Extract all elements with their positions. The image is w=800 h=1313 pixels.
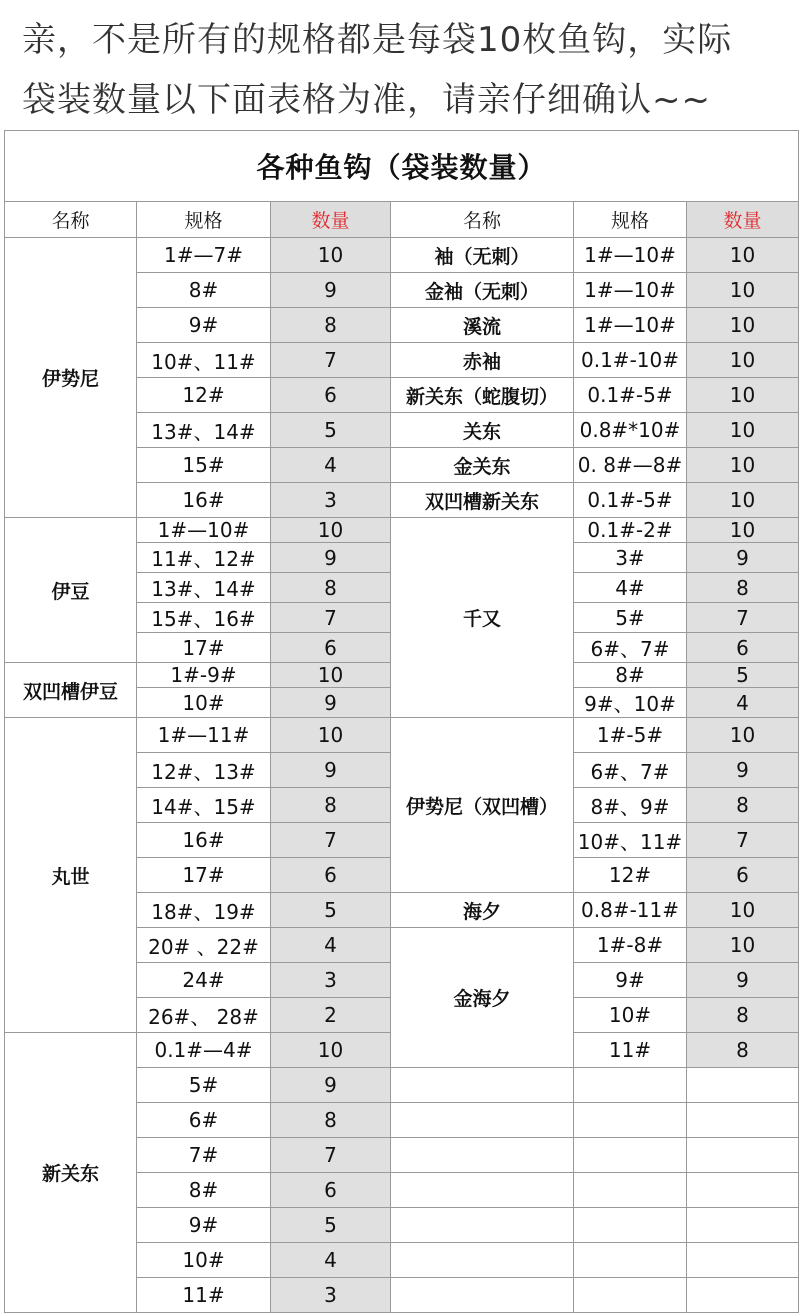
right-group-name: 双凹槽新关东 (391, 483, 574, 518)
notice-line-1: 亲，不是所有的规格都是每袋10枚鱼钩，实际 (22, 20, 733, 60)
left-spec-cell: 12# (137, 378, 271, 413)
right-group-name: 关东 (391, 413, 574, 448)
empty-count-cell (687, 1278, 799, 1313)
left-count-cell: 4 (271, 448, 391, 483)
empty-count-cell (687, 1138, 799, 1173)
right-spec-cell: 1#-5# (574, 718, 687, 753)
left-spec-cell: 11# (137, 1278, 271, 1313)
right-count-cell: 7 (687, 603, 799, 633)
right-spec-cell: 4# (574, 573, 687, 603)
left-spec-cell: 10# (137, 1243, 271, 1278)
left-spec-cell: 14#、15# (137, 788, 271, 823)
left-count-cell: 6 (271, 378, 391, 413)
left-spec-cell: 5# (137, 1068, 271, 1103)
left-group-name: 伊势尼 (5, 238, 137, 518)
left-spec-cell: 8# (137, 1173, 271, 1208)
left-spec-cell: 16# (137, 823, 271, 858)
right-spec-cell: 0. 8#—8# (574, 448, 687, 483)
right-spec-cell: 12# (574, 858, 687, 893)
table-row (5, 518, 799, 543)
left-spec-cell: 12#、13# (137, 753, 271, 788)
left-count-cell: 6 (271, 1173, 391, 1208)
left-count-cell: 3 (271, 1278, 391, 1313)
left-count-cell: 9 (271, 273, 391, 308)
left-count-cell: 5 (271, 1208, 391, 1243)
left-count-cell: 10 (271, 718, 391, 753)
right-count-cell: 10 (687, 518, 799, 543)
left-spec-cell: 9# (137, 1208, 271, 1243)
left-count-cell: 8 (271, 308, 391, 343)
empty-name-cell (391, 1173, 574, 1208)
header-count-left: 数量 (271, 202, 391, 238)
left-spec-cell: 16# (137, 483, 271, 518)
right-count-cell: 10 (687, 928, 799, 963)
right-spec-cell: 0.8#-11# (574, 893, 687, 928)
right-spec-cell: 0.1#-2# (574, 518, 687, 543)
right-spec-cell: 9#、10# (574, 688, 687, 718)
right-group-name: 赤袖 (391, 343, 574, 378)
right-count-cell: 9 (687, 963, 799, 998)
empty-spec-cell (574, 1208, 687, 1243)
header-spec-left: 规格 (137, 202, 271, 238)
right-spec-cell: 6#、7# (574, 633, 687, 663)
header-spec-right: 规格 (574, 202, 687, 238)
left-count-cell: 10 (271, 238, 391, 273)
right-spec-cell: 5# (574, 603, 687, 633)
left-count-cell: 8 (271, 788, 391, 823)
left-spec-cell: 6# (137, 1103, 271, 1138)
left-count-cell: 2 (271, 998, 391, 1033)
empty-name-cell (391, 1243, 574, 1278)
right-count-cell: 8 (687, 998, 799, 1033)
right-spec-cell: 0.1#-10# (574, 343, 687, 378)
empty-name-cell (391, 1068, 574, 1103)
left-count-cell: 10 (271, 663, 391, 688)
right-group-name: 伊势尼（双凹槽） (391, 718, 574, 893)
right-group-name: 金袖（无刺） (391, 273, 574, 308)
notice-line-2: 袋装数量以下面表格为准，请亲仔细确认~~ (22, 80, 711, 120)
left-spec-cell: 11#、12# (137, 543, 271, 573)
header-name-right: 名称 (391, 202, 574, 238)
left-count-cell: 7 (271, 1138, 391, 1173)
right-group-name: 溪流 (391, 308, 574, 343)
right-spec-cell: 10#、11# (574, 823, 687, 858)
left-count-cell: 6 (271, 633, 391, 663)
left-count-cell: 4 (271, 1243, 391, 1278)
notice-text (22, 10, 792, 130)
left-spec-cell: 13#、14# (137, 413, 271, 448)
left-count-cell: 3 (271, 963, 391, 998)
right-count-cell: 8 (687, 573, 799, 603)
left-spec-cell: 1#—10# (137, 518, 271, 543)
left-group-name: 丸世 (5, 718, 137, 1033)
left-spec-cell: 9# (137, 308, 271, 343)
empty-name-cell (391, 1138, 574, 1173)
left-count-cell: 5 (271, 893, 391, 928)
left-count-cell: 9 (271, 688, 391, 718)
empty-spec-cell (574, 1138, 687, 1173)
left-count-cell: 10 (271, 1033, 391, 1068)
empty-count-cell (687, 1103, 799, 1138)
left-group-name: 新关东 (5, 1033, 137, 1313)
left-count-cell: 7 (271, 823, 391, 858)
left-count-cell: 9 (271, 1068, 391, 1103)
right-count-cell: 8 (687, 788, 799, 823)
left-spec-cell: 0.1#—4# (137, 1033, 271, 1068)
left-spec-cell: 24# (137, 963, 271, 998)
left-spec-cell: 8# (137, 273, 271, 308)
left-count-cell: 9 (271, 543, 391, 573)
right-count-cell: 10 (687, 448, 799, 483)
left-spec-cell: 10#、11# (137, 343, 271, 378)
left-count-cell: 9 (271, 753, 391, 788)
right-count-cell: 10 (687, 893, 799, 928)
right-group-name: 金海夕 (391, 928, 574, 1068)
empty-spec-cell (574, 1173, 687, 1208)
right-group-name: 海夕 (391, 893, 574, 928)
right-count-cell: 10 (687, 308, 799, 343)
right-count-cell: 4 (687, 688, 799, 718)
empty-spec-cell (574, 1278, 687, 1313)
right-count-cell: 10 (687, 718, 799, 753)
right-spec-cell: 3# (574, 543, 687, 573)
right-count-cell: 10 (687, 343, 799, 378)
left-count-cell: 10 (271, 518, 391, 543)
right-count-cell: 7 (687, 823, 799, 858)
hook-quantity-table (4, 130, 799, 1313)
table-row (5, 718, 799, 753)
right-count-cell: 10 (687, 273, 799, 308)
left-group-name: 双凹槽伊豆 (5, 663, 137, 718)
empty-name-cell (391, 1103, 574, 1138)
left-count-cell: 5 (271, 413, 391, 448)
right-count-cell: 10 (687, 378, 799, 413)
right-spec-cell: 9# (574, 963, 687, 998)
right-spec-cell: 8#、9# (574, 788, 687, 823)
header-name-left: 名称 (5, 202, 137, 238)
left-count-cell: 7 (271, 343, 391, 378)
left-spec-cell: 18#、19# (137, 893, 271, 928)
table-title: 各种鱼钩（袋装数量） (5, 131, 799, 202)
left-spec-cell: 1#—7# (137, 238, 271, 273)
left-count-cell: 3 (271, 483, 391, 518)
left-spec-cell: 17# (137, 633, 271, 663)
left-spec-cell: 7# (137, 1138, 271, 1173)
empty-count-cell (687, 1208, 799, 1243)
left-spec-cell: 15# (137, 448, 271, 483)
right-count-cell: 6 (687, 633, 799, 663)
table-row (5, 238, 799, 273)
left-spec-cell: 20# 、22# (137, 928, 271, 963)
right-count-cell: 9 (687, 543, 799, 573)
right-spec-cell: 1#-8# (574, 928, 687, 963)
left-count-cell: 7 (271, 603, 391, 633)
right-spec-cell: 1#—10# (574, 273, 687, 308)
left-spec-cell: 15#、16# (137, 603, 271, 633)
left-spec-cell: 17# (137, 858, 271, 893)
right-spec-cell: 6#、7# (574, 753, 687, 788)
left-count-cell: 6 (271, 858, 391, 893)
left-count-cell: 4 (271, 928, 391, 963)
right-group-name: 金关东 (391, 448, 574, 483)
right-group-name: 袖（无刺） (391, 238, 574, 273)
left-spec-cell: 26#、 28# (137, 998, 271, 1033)
empty-spec-cell (574, 1068, 687, 1103)
right-spec-cell: 1#—10# (574, 308, 687, 343)
right-spec-cell: 1#—10# (574, 238, 687, 273)
empty-count-cell (687, 1173, 799, 1208)
left-count-cell: 8 (271, 1103, 391, 1138)
right-count-cell: 9 (687, 753, 799, 788)
header-count-right: 数量 (687, 202, 799, 238)
left-count-cell: 8 (271, 573, 391, 603)
right-spec-cell: 0.1#-5# (574, 378, 687, 413)
left-spec-cell: 10# (137, 688, 271, 718)
right-spec-cell: 8# (574, 663, 687, 688)
right-spec-cell: 10# (574, 998, 687, 1033)
right-group-name: 新关东（蛇腹切） (391, 378, 574, 413)
left-spec-cell: 13#、14# (137, 573, 271, 603)
empty-name-cell (391, 1208, 574, 1243)
right-spec-cell: 0.1#-5# (574, 483, 687, 518)
right-count-cell: 10 (687, 413, 799, 448)
empty-count-cell (687, 1068, 799, 1103)
empty-count-cell (687, 1243, 799, 1278)
left-spec-cell: 1#—11# (137, 718, 271, 753)
right-count-cell: 8 (687, 1033, 799, 1068)
right-spec-cell: 0.8#*10# (574, 413, 687, 448)
right-count-cell: 10 (687, 238, 799, 273)
right-spec-cell: 11# (574, 1033, 687, 1068)
right-group-name: 千又 (391, 518, 574, 718)
right-count-cell: 5 (687, 663, 799, 688)
right-count-cell: 6 (687, 858, 799, 893)
empty-name-cell (391, 1278, 574, 1313)
right-count-cell: 10 (687, 483, 799, 518)
empty-spec-cell (574, 1243, 687, 1278)
left-group-name: 伊豆 (5, 518, 137, 663)
empty-spec-cell (574, 1103, 687, 1138)
left-spec-cell: 1#-9# (137, 663, 271, 688)
